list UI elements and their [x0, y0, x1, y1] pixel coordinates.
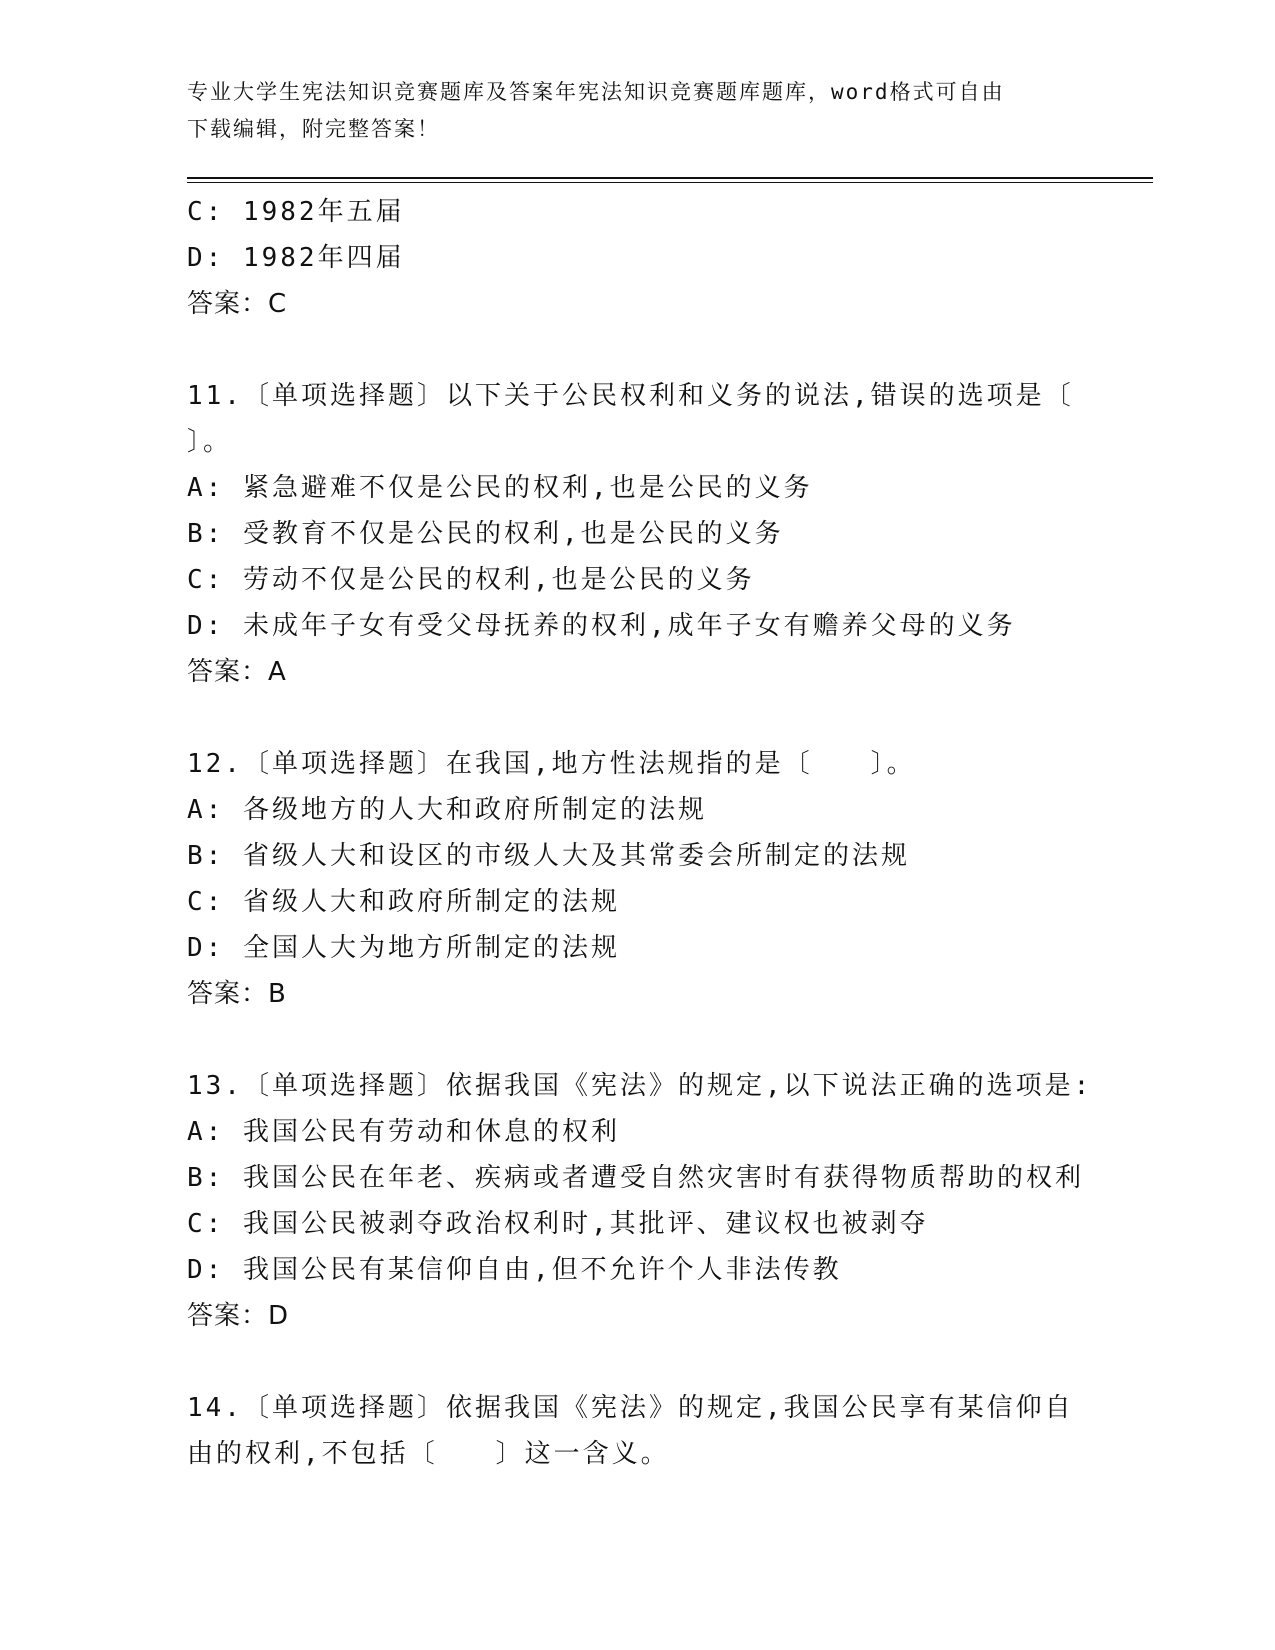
option-c: C: 1982年五届 [187, 197, 405, 227]
question-text: 由的权利,不包括〔 〕这一含义。 [187, 1439, 670, 1469]
option-b: B: 省级人大和设区的市级人大及其常委会所制定的法规 [187, 841, 910, 871]
question-14 [187, 1385, 1087, 1477]
option-a: A: 各级地方的人大和政府所制定的法规 [187, 795, 707, 825]
option-c: C: 劳动不仅是公民的权利,也是公民的义务 [187, 565, 755, 595]
option-a: A: 我国公民有劳动和休息的权利 [187, 1117, 620, 1147]
header-line-1: 专业大学生宪法知识竞赛题库及答案年宪法知识竞赛题库题库，word格式可自由 [187, 80, 1005, 104]
question-12 [187, 741, 1087, 1017]
question-text: 12.〔单项选择题〕在我国,地方性法规指的是〔 〕。 [187, 749, 916, 779]
answer-line: 答案：D [187, 1301, 290, 1331]
question-13 [187, 1063, 1093, 1339]
answer-line: 答案：B [187, 979, 287, 1009]
option-b: B: 受教育不仅是公民的权利,也是公民的义务 [187, 519, 784, 549]
option-c: C: 我国公民被剥夺政治权利时,其批评、建议权也被剥夺 [187, 1209, 929, 1239]
answer-line: 答案：A [187, 657, 287, 687]
answer-line: 答案：C [187, 289, 288, 319]
option-b: B: 我国公民在年老、疾病或者遭受自然灾害时有获得物质帮助的权利 [187, 1163, 1084, 1193]
question-11 [187, 373, 1087, 695]
option-d: D: 未成年子女有受父母抚养的权利,成年子女有赡养父母的义务 [187, 611, 1016, 641]
question-text: 14.〔单项选择题〕依据我国《宪法》的规定,我国公民享有某信仰自 [187, 1393, 1074, 1423]
option-a: A: 紧急避难不仅是公民的权利,也是公民的义务 [187, 473, 813, 503]
previous-question-tail [187, 189, 1087, 327]
question-text: 〕。 [187, 427, 233, 457]
question-text: 11.〔单项选择题〕以下关于公民权利和义务的说法,错误的选项是〔 [187, 381, 1074, 411]
header-rule-thick [187, 177, 1153, 179]
header-line-2: 下载编辑，附完整答案！ [187, 117, 440, 141]
option-d: D: 1982年四届 [187, 243, 405, 273]
option-c: C: 省级人大和政府所制定的法规 [187, 887, 620, 917]
option-d: D: 我国公民有某信仰自由,但不允许个人非法传教 [187, 1255, 842, 1285]
question-content [187, 189, 1093, 1477]
question-text: 13.〔单项选择题〕依据我国《宪法》的规定,以下说法正确的选项是: [187, 1071, 1093, 1101]
option-d: D: 全国人大为地方所制定的法规 [187, 933, 620, 963]
header-rule-thin [187, 182, 1153, 183]
page-header [187, 74, 1067, 148]
